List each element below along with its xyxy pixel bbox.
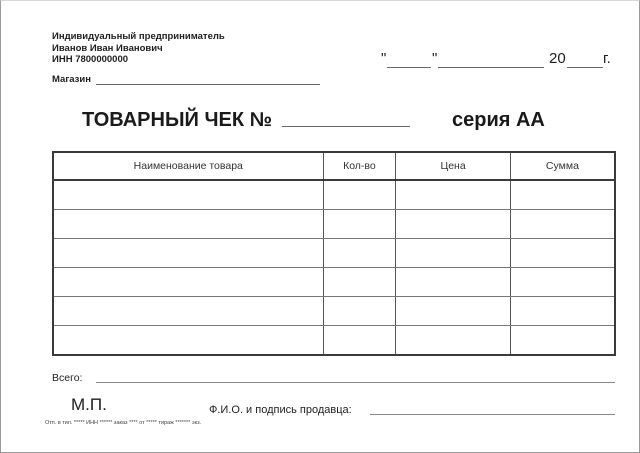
cell-item-name[interactable] xyxy=(53,268,323,297)
cell-price[interactable] xyxy=(396,268,511,297)
seller-signature-label: Ф.И.О. и подпись продавца: xyxy=(209,404,352,416)
cell-price[interactable] xyxy=(396,326,511,356)
cell-sum[interactable] xyxy=(510,210,615,239)
column-header-price: Цена xyxy=(396,152,511,180)
column-header-quantity: Кол-во xyxy=(323,152,396,180)
seller-signature-field[interactable] xyxy=(370,414,615,415)
date-year-suffix: г. xyxy=(603,50,611,67)
issuer-block xyxy=(52,31,225,66)
cell-sum[interactable] xyxy=(510,326,615,356)
stamp-place-label: М.П. xyxy=(71,395,107,414)
table-row xyxy=(53,268,615,297)
goods-table xyxy=(52,151,616,356)
table-row xyxy=(53,297,615,326)
cell-sum[interactable] xyxy=(510,297,615,326)
column-header-sum: Сумма xyxy=(510,152,615,180)
date-year-field[interactable] xyxy=(567,67,603,68)
cell-quantity[interactable] xyxy=(323,239,396,268)
cell-sum[interactable] xyxy=(510,268,615,297)
cell-sum[interactable] xyxy=(510,239,615,268)
cell-item-name[interactable] xyxy=(53,239,323,268)
cell-item-name[interactable] xyxy=(53,180,323,210)
date-day-field[interactable] xyxy=(387,67,431,68)
cell-quantity[interactable] xyxy=(323,326,396,356)
cell-item-name[interactable] xyxy=(53,210,323,239)
table-row xyxy=(53,326,615,356)
total-field[interactable] xyxy=(96,382,615,383)
cell-item-name[interactable] xyxy=(53,297,323,326)
cell-quantity[interactable] xyxy=(323,180,396,210)
shop-field[interactable] xyxy=(96,84,320,85)
cell-quantity[interactable] xyxy=(323,268,396,297)
receipt-title: ТОВАРНЫЙ ЧЕК № xyxy=(82,109,272,131)
table-row xyxy=(53,239,615,268)
cell-price[interactable] xyxy=(396,297,511,326)
date-month-field[interactable] xyxy=(438,67,544,68)
total-label: Всего: xyxy=(52,372,83,384)
issuer-inn: ИНН 7800000000 xyxy=(52,54,129,65)
cell-sum[interactable] xyxy=(510,180,615,210)
receipt-number-field[interactable] xyxy=(282,126,410,127)
cell-item-name[interactable] xyxy=(53,326,323,356)
date-century: 20 xyxy=(549,50,566,67)
cell-quantity[interactable] xyxy=(323,210,396,239)
date-close-quote: " xyxy=(432,50,438,67)
issuer-type: Индивидуальный предприниматель xyxy=(52,31,225,42)
shop-label: Магазин xyxy=(52,74,91,85)
cell-price[interactable] xyxy=(396,210,511,239)
date-open-quote: " xyxy=(381,50,387,67)
column-header-item-name: Наименование товара xyxy=(53,152,323,180)
cell-price[interactable] xyxy=(396,180,511,210)
cell-quantity[interactable] xyxy=(323,297,396,326)
receipt-series: серия АА xyxy=(452,109,545,131)
issuer-name: Иванов Иван Иванович xyxy=(52,42,163,54)
table-row xyxy=(53,180,615,210)
table-row xyxy=(53,210,615,239)
print-imprint: Отп. в тип. ***** ИНН ****** заказ **** от ***** тираж ******* экз. xyxy=(45,420,202,426)
cell-price[interactable] xyxy=(396,239,511,268)
table-header-row xyxy=(53,152,615,180)
